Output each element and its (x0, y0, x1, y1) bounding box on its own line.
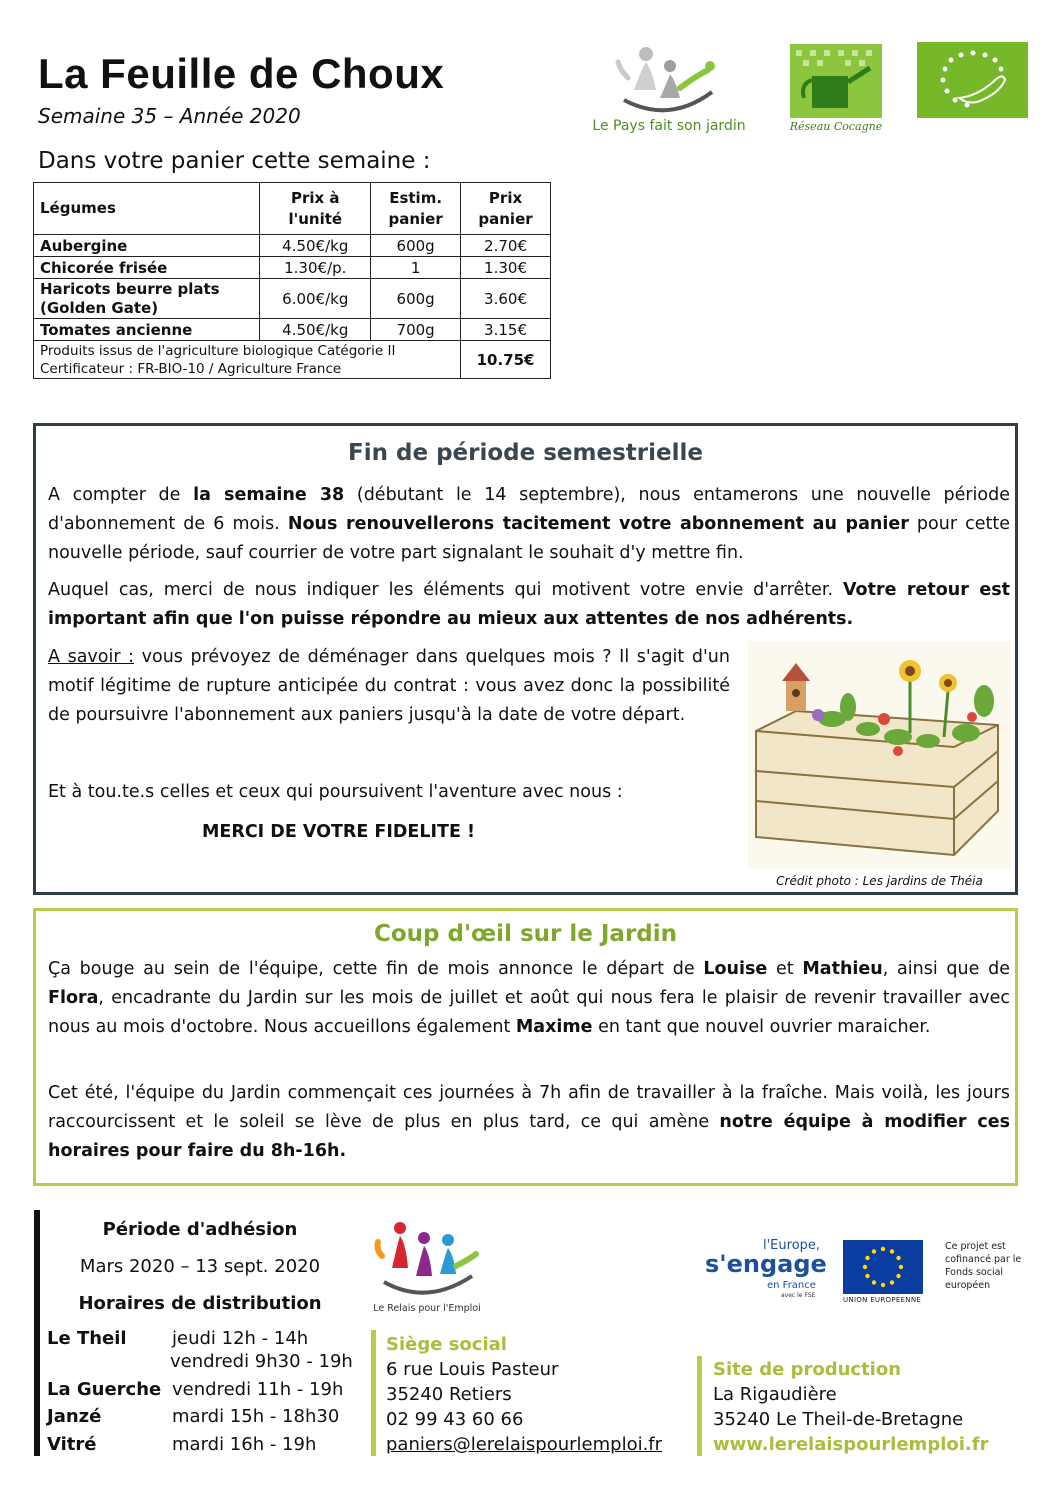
garden-paragraph-2 (48, 1079, 1010, 1166)
pays-fait-son-jardin-logo (584, 40, 754, 140)
row-name: Chicorée frisée (34, 257, 260, 279)
fse-main-text: s'engage (705, 1250, 827, 1278)
fse-sub-text: en France (767, 1280, 816, 1291)
distribution-hours-title: Horaires de distribution (78, 1293, 322, 1314)
text-span: et (767, 959, 803, 979)
row-price: 3.60€ (461, 279, 551, 319)
header-legumes: Légumes (34, 183, 260, 235)
schedule-time: vendredi 11h - 19h (172, 1379, 344, 1400)
text-span: (débutant le 14 septembre), nous entamerons une nouvelle période d'abonnement de 6 mois. (48, 485, 1010, 534)
production-site-place: La Rigaudière (713, 1384, 837, 1405)
row-unit-price: 4.50€/kg (260, 235, 371, 257)
row-estimate: 1 (371, 257, 461, 279)
schedule-time: mardi 16h - 19h (172, 1434, 317, 1455)
certification-line-2: Certificateur : FR-BIO-10 / Agriculture France (40, 360, 342, 377)
feedback-bold: Votre retour est important afin que l'on puisse répondre au mieux aux attentes de nos adhérents. (48, 580, 1010, 629)
garden-paragraph-1 (48, 955, 1010, 1042)
pays-logo-label: Le Pays fait son jardin (592, 118, 746, 134)
photo-credit: Crédit photo : Les jardins de Théia (776, 874, 983, 888)
row-price: 3.15€ (461, 319, 551, 341)
membership-period-title: Période d'adhésion (102, 1219, 298, 1240)
a-savoir-label: A savoir : (48, 647, 135, 667)
row-unit-price: 6.00€/kg (260, 279, 371, 319)
renewal-bold: Nous renouvellerons tacitement votre abonnement au panier (287, 514, 909, 534)
text-span: Cet été, l'équipe du Jardin commençait ces journées à 7h afin de travailler à la fraîche. Mais voilà, les jours raccourcissent et le soleil se lève de plus en plus tard, ce qui amène (48, 1083, 1010, 1132)
production-site-city: 35240 Le Theil-de-Bretagne (713, 1409, 964, 1430)
certification-line-1: Produits issus de l'agriculture biologique Catégorie II (40, 342, 396, 359)
head-office-email-link[interactable]: paniers@lerelaispourlemploi.fr (386, 1434, 663, 1455)
row-unit-price: 4.50€/kg (260, 319, 371, 341)
week-38-bold: la semaine 38 (193, 485, 345, 505)
eu-label: UNION EUROPÉENNE (843, 1296, 922, 1304)
name-flora: Flora (48, 988, 99, 1008)
newsletter-title: La Feuille de Choux (38, 50, 445, 97)
row-estimate: 700g (371, 319, 461, 341)
schedule-city: La Guerche (47, 1379, 162, 1400)
fse-top-text: l'Europe, (763, 1238, 821, 1253)
row-estimate: 600g (371, 279, 461, 319)
text-span: Ça bouge au sein de l'équipe, cette fin de mois annonce le départ de (48, 959, 704, 979)
header-estimate: Estim. panier (371, 183, 461, 235)
period-paragraph-4: Et à tou.te.s celles et ceux qui poursuivent l'aventure avec nous : (48, 782, 623, 802)
name-maxime: Maxime (515, 1017, 593, 1037)
basket-table (33, 182, 551, 379)
table-footer-row (34, 341, 551, 379)
production-site-bar (697, 1356, 702, 1456)
certification-note (34, 341, 461, 379)
text-span: pour cette nouvelle période, sauf courrier de votre part signalant le souhait d'y mettre fin. (48, 514, 1011, 563)
text-span: , encadrante du Jardin sur les mois de juillet et août qui nous fera le plaisir de revenir travailler avec nous au mois d'octobre. Nous accueillons également (48, 988, 1010, 1037)
header-price: Prix panier (461, 183, 551, 235)
schedule-time: vendredi 9h30 - 19h (170, 1351, 353, 1372)
relais-pour-emploi-logo (372, 1220, 482, 1320)
row-estimate: 600g (371, 235, 461, 257)
reseau-cocagne-logo (788, 44, 884, 140)
table-row (34, 235, 551, 257)
period-section-title: Fin de période semestrielle (348, 440, 703, 466)
period-section (33, 423, 1018, 895)
schedule-time: jeudi 12h - 14h (172, 1328, 309, 1349)
head-office-title: Siège social (386, 1334, 507, 1355)
period-paragraph-2 (48, 576, 1010, 634)
relais-logo-label: Le Relais pour l'Emploi (373, 1303, 481, 1314)
row-price: 2.70€ (461, 235, 551, 257)
schedule-city: Janzé (47, 1406, 102, 1427)
garden-section (33, 908, 1018, 1186)
new-hours-bold: notre équipe à modifier ces horaires pour faire du 8h-16h. (48, 1112, 1010, 1161)
footer-divider-bar (34, 1210, 40, 1456)
schedule-time: mardi 15h - 18h30 (172, 1406, 340, 1427)
garden-crate-illustration (748, 641, 1011, 869)
text-span: , ainsi que de (882, 959, 1010, 979)
row-price: 1.30€ (461, 257, 551, 279)
head-office-street: 6 rue Louis Pasteur (386, 1359, 559, 1380)
website-link[interactable]: www.lerelaispourlemploi.fr (713, 1434, 989, 1455)
period-paragraph-3 (48, 643, 730, 730)
europe-sengage-logo (705, 1238, 825, 1298)
garden-section-title: Coup d'œil sur le Jardin (373, 921, 678, 947)
row-unit-price: 1.30€/p. (260, 257, 371, 279)
row-name: Tomates ancienne (34, 319, 260, 341)
schedule-city: Vitré (47, 1434, 97, 1455)
basket-total: 10.75€ (461, 341, 551, 379)
text-span: en tant que nouvel ouvrier maraicher. (592, 1017, 931, 1037)
table-header-row (34, 183, 551, 235)
head-office-phone: 02 99 43 60 66 (386, 1409, 524, 1430)
basket-heading: Dans votre panier cette semaine : (38, 148, 431, 174)
eu-organic-leaf-logo (917, 42, 1028, 118)
table-row (34, 319, 551, 341)
eu-flag-icon (843, 1240, 923, 1294)
header-unit-price: Prix à l'unité (260, 183, 371, 235)
table-row (34, 257, 551, 279)
newsletter-subtitle: Semaine 35 – Année 2020 (38, 104, 301, 128)
text-span: Auquel cas, merci de nous indiquer les éléments qui motivent votre envie d'arrêter. (48, 580, 843, 600)
thanks-message: MERCI DE VOTRE FIDELITE ! (202, 822, 476, 842)
row-name: Aubergine (34, 235, 260, 257)
row-name: Haricots beurre plats (Golden Gate) (34, 279, 260, 319)
head-office-bar (371, 1330, 376, 1456)
table-row (34, 279, 551, 319)
text-span: vous prévoyez de déménager dans quelques mois ? Il s'agit d'un motif légitime de rupture anticipée du contrat : vous avez donc la possibilité de poursuivre l'abonnement aux paniers jusqu'à la date de votre départ. (48, 647, 730, 725)
cocagne-logo-label: Réseau Cocagne (789, 120, 883, 133)
text-span: A compter de (48, 485, 194, 505)
eu-cofunding-note: Ce projet est cofinancé par le Fonds social européen (945, 1241, 1022, 1291)
production-site-title: Site de production (713, 1359, 902, 1380)
head-office-city: 35240 Retiers (386, 1384, 512, 1405)
period-paragraph-1 (48, 481, 1010, 568)
membership-period-dates: Mars 2020 – 13 sept. 2020 (79, 1256, 321, 1277)
name-mathieu: Mathieu (802, 959, 883, 979)
schedule-city: Le Theil (47, 1328, 127, 1349)
fse-small-text: avec le FSE (781, 1292, 816, 1299)
name-louise: Louise (703, 959, 768, 979)
